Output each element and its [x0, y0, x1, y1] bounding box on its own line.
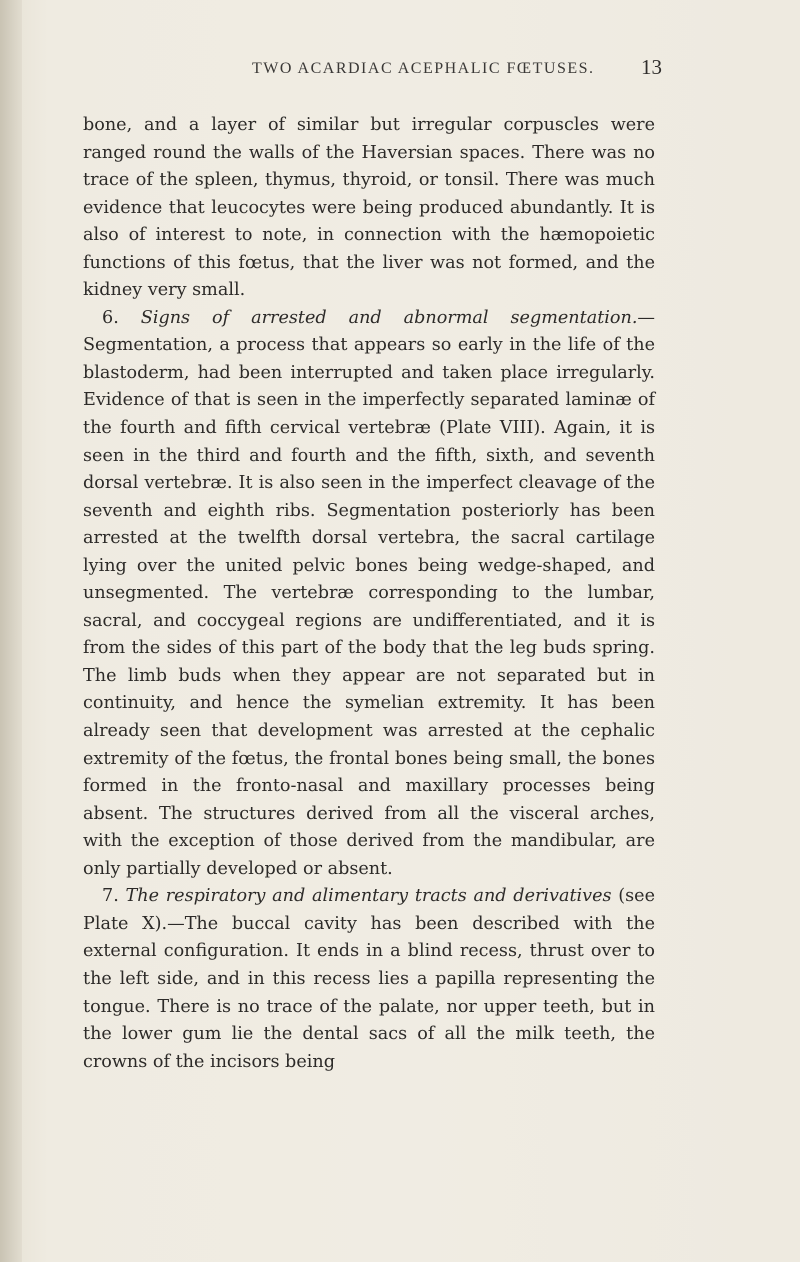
paragraph-continuation [83, 112, 655, 305]
section-heading: Signs of arrested and abnormal segmentation. [140, 307, 638, 328]
paragraph-text: bone, and a layer of similar but irregular corpuscles were ranged round the walls of the Haversian spaces. There was no trace of the spleen, thymus, thyroid, or tonsil. There was much evidence that leucocytes were being produced abundantly. It is also of interest to note, in connection with the hæmopoietic functions of this fœtus, that the liver was not formed, and the kidney very small. [83, 115, 655, 301]
spine-shadow [0, 0, 22, 1262]
paragraph-section-6 [83, 305, 655, 883]
section-heading: The respiratory and alimentary tracts and derivatives [125, 886, 612, 907]
paragraph-section-7 [83, 883, 655, 1076]
running-head: TWO ACARDIAC ACEPHALIC FŒTUSES. [252, 60, 595, 77]
section-number: 6. [102, 307, 119, 328]
page-number: 13 [641, 55, 662, 79]
paragraph-text: (see Plate X).—The buccal cavity has been described with the external configuration. It ends in a blind recess, thrust over to the left side, and in this recess lies a papilla representing the tongue. There is no trace of the palate, nor upper teeth, but in the lower gum lie the dental sacs of all the milk teeth, the crowns of the incisors being [83, 886, 655, 1072]
paragraph-text: —Segmentation, a process that appears so early in the life of the blastoderm, had been interrupted and taken place irregularly. Evidence of that is seen in the imperfectly separated laminæ of the fourth and fifth cervical vertebræ (Plate VIII). Again, it is seen in the third and fourth and the fifth, sixth, and seventh dorsal vertebræ. It is also seen in the imperfect cleavage of the seventh and eighth ribs. Segmentation posteriorly has been arrested at the twelfth dorsal vertebra, the sacral cartilage lying over the united pelvic bones being wedge-shaped, and unsegmented. The vertebræ corresponding to the lumbar, sacral, and coccygeal regions are undifferentiated, and it is from the sides of this part of the body that the leg buds spring. The limb buds when they appear are not separated but in continuity, and hence the symelian extremity. It has been already seen that development was arrested at the cephalic extremity of the fœtus, the frontal bones being small, the bones formed in the fronto-nasal and maxillary processes being absent. The structures derived from all the visceral arches, with the exception of those derived from the mandibular, are only partially developed or absent. [83, 307, 656, 879]
body-text [83, 112, 655, 1076]
section-number: 7. [102, 886, 119, 907]
